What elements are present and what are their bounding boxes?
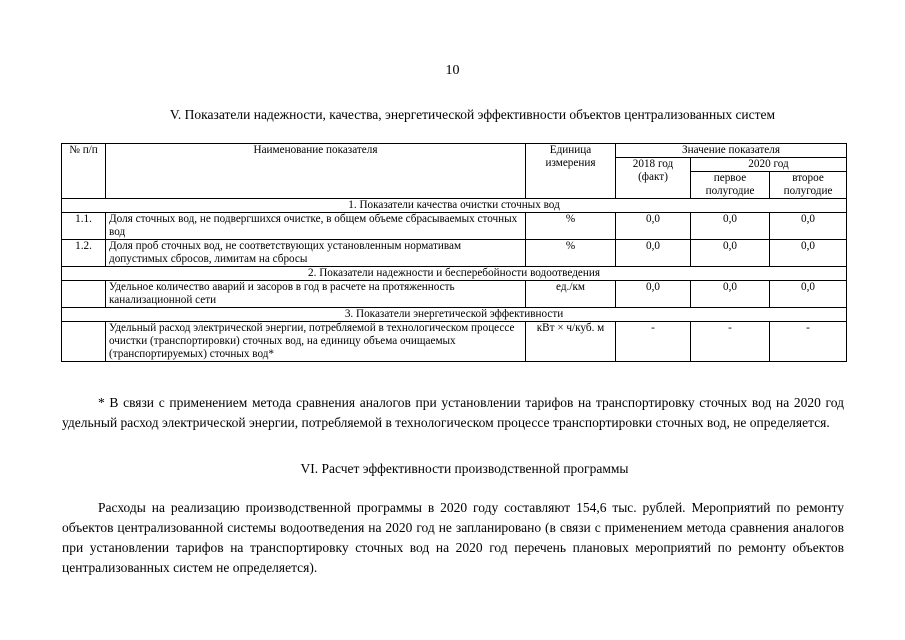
row-half-1: -	[691, 322, 770, 362]
row-2018: 0,0	[616, 281, 691, 308]
row-name: Удельный расход электрической энергии, потребляемой в технологическом процессе очистки (транспортировки) сточных вод, на единицу объема очищаемых (транспортируемых) сточных вод*	[106, 322, 526, 362]
table-row	[62, 213, 847, 240]
indicators-table	[61, 143, 847, 362]
header-2018: 2018 год (факт)	[616, 158, 691, 199]
row-name: Доля сточных вод, не подвергшихся очистке, в общем объеме сбрасываемых сточных вод	[106, 213, 526, 240]
row-2018: 0,0	[616, 240, 691, 267]
group-row	[62, 308, 847, 322]
header-num: № п/п	[62, 144, 106, 199]
row-half-2: -	[770, 322, 847, 362]
row-unit: ед./км	[526, 281, 616, 308]
row-unit: %	[526, 213, 616, 240]
row-2018: 0,0	[616, 213, 691, 240]
row-num: 1.2.	[62, 240, 106, 267]
table-header-row	[62, 144, 847, 158]
page-number: 10	[445, 63, 460, 78]
table-row	[62, 240, 847, 267]
section-6-title: VI. Расчет эффективности производственной программы	[300, 461, 629, 476]
row-half-2: 0,0	[770, 281, 847, 308]
footnote: * В связи с применением метода сравнения аналогов при установлении тарифов на транспортировку сточных вод на 2020 год удельный расход электрической энергии, потребляемой в технологическом процессе транспортировки сточных вод, не определяется.	[62, 395, 844, 430]
group-title: 1. Показатели качества очистки сточных вод	[62, 199, 847, 213]
row-unit: %	[526, 240, 616, 267]
section-5-title: V. Показатели надежности, качества, энергетической эффективности объектов централизованных систем	[169, 107, 776, 122]
table-row	[62, 281, 847, 308]
row-2018: -	[616, 322, 691, 362]
header-2020: 2020 год	[691, 158, 847, 172]
body-paragraph: Расходы на реализацию производственной программы в 2020 году составляют 154,6 тыс. рублей. Мероприятий по ремонту объектов централизованной системы водоотведения на 2020 год не запланировано (в связи с применением метода сравнения аналогов при установлении тарифов на транспортировку сточных вод на 2020 год перечень плановых мероприятий по ремонту объектов централизованных систем не определяется).	[62, 500, 844, 575]
table-row	[62, 322, 847, 362]
row-num	[62, 281, 106, 308]
row-half-1: 0,0	[691, 240, 770, 267]
header-value: Значение показателя	[616, 144, 847, 158]
row-half-2: 0,0	[770, 240, 847, 267]
row-half-1: 0,0	[691, 281, 770, 308]
group-row	[62, 267, 847, 281]
row-num: 1.1.	[62, 213, 106, 240]
row-num	[62, 322, 106, 362]
group-row	[62, 199, 847, 213]
row-half-2: 0,0	[770, 213, 847, 240]
row-half-1: 0,0	[691, 213, 770, 240]
group-title: 3. Показатели энергетической эффективности	[62, 308, 847, 322]
group-title: 2. Показатели надежности и бесперебойности водоотведения	[62, 267, 847, 281]
header-half-2: второе полугодие	[770, 172, 847, 199]
header-unit: Единица измерения	[526, 144, 616, 199]
row-name: Доля проб сточных вод, не соответствующих установленным нормативам допустимых сбросов, лимитам на сбросы	[106, 240, 526, 267]
header-name: Наименование показателя	[106, 144, 526, 199]
row-name: Удельное количество аварий и засоров в год в расчете на протяженность канализационной сети	[106, 281, 526, 308]
row-unit: кВт × ч/куб. м	[526, 322, 616, 362]
header-half-1: первое полугодие	[691, 172, 770, 199]
